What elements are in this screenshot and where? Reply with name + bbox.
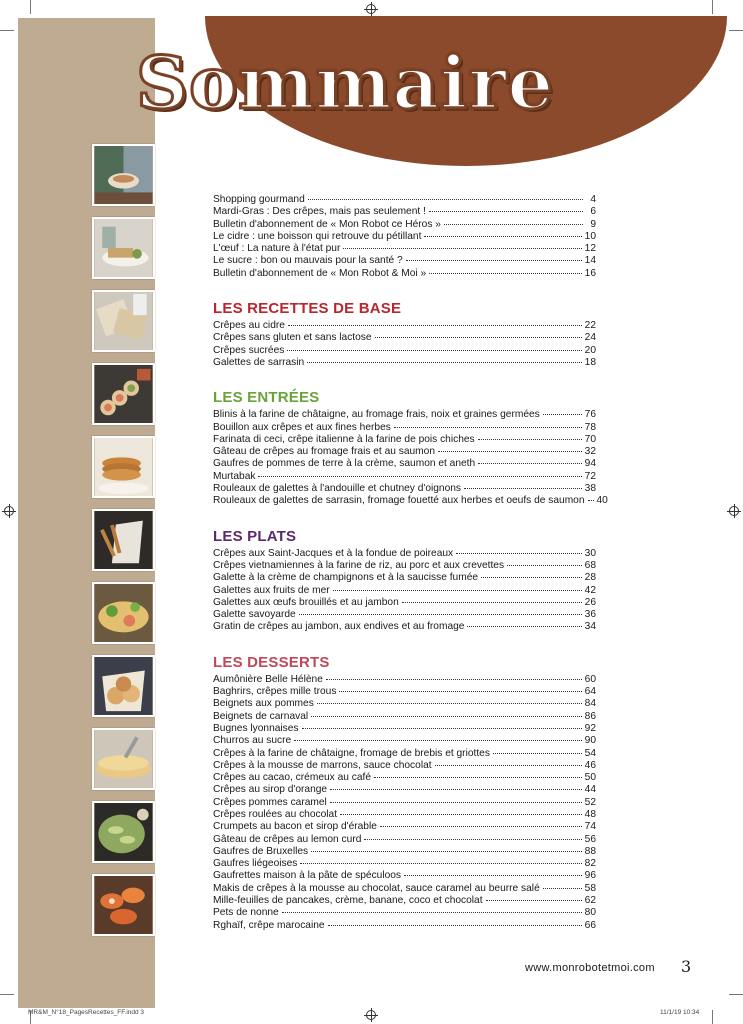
toc-section-plats (213, 528, 596, 634)
section-title-desserts: LES DESSERTS (213, 653, 330, 671)
toc-entry-page: 64 (584, 686, 596, 698)
photo-salmon-rolls (92, 874, 155, 936)
photo-beignets (92, 655, 155, 717)
toc-entry-label: Rouleaux de galettes à l'andouille et chutney d'oignons (213, 483, 462, 495)
crop-mark (30, 0, 31, 14)
toc-entry-page: 6 (590, 206, 596, 218)
toc-entry-page: 4 (590, 194, 596, 205)
toc-entry (213, 560, 596, 572)
toc-entry-label: Aumônière Belle Hélène (213, 673, 323, 685)
toc-entry (213, 597, 596, 609)
toc-entry-label: Beignets aux pommes (213, 698, 314, 710)
dot-leader (302, 728, 582, 729)
toc-entry-page: 22 (584, 320, 596, 332)
toc-entry-page: 80 (584, 907, 596, 919)
crop-mark (712, 1010, 713, 1024)
toc-entry (213, 609, 596, 621)
toc-entry-label: Rouleaux de galettes de sarrasin, fromage fouetté aux herbes et oeufs de saumon (213, 495, 585, 507)
toc-entry (213, 434, 596, 446)
toc-entry-page: 78 (584, 421, 596, 433)
toc-entry-page: 42 (584, 584, 596, 596)
toc-entry-page: 34 (584, 621, 596, 633)
toc-entry-page: 20 (584, 344, 596, 356)
toc-entry-label: Bugnes lyonnaises (213, 722, 299, 734)
toc-entry (213, 458, 596, 470)
toc-entry (213, 345, 596, 357)
dot-leader (543, 888, 582, 889)
toc-entry-label: Blinis à la farine de châtaigne, au fromage frais, noix et graines germées (213, 409, 540, 421)
registration-mark-icon (729, 506, 739, 516)
toc-entry-page: 50 (584, 772, 596, 784)
crop-mark (729, 994, 743, 995)
toc-entry-page: 58 (584, 882, 596, 894)
toc-entry-label: Shopping gourmand (213, 194, 305, 205)
dot-leader (307, 362, 581, 363)
crop-mark (0, 30, 14, 31)
toc-entry-page: 38 (584, 483, 596, 495)
toc-entry (213, 895, 596, 907)
dot-leader (429, 211, 583, 212)
toc-entry (213, 446, 596, 458)
toc-entry-page: 46 (584, 759, 596, 771)
toc-entry-label: Crêpes pommes caramel (213, 796, 327, 808)
toc-entry-label: Galettes de sarrasin (213, 356, 305, 368)
dot-leader (374, 777, 582, 778)
toc-entry-label: Churros au sucre (213, 735, 292, 747)
toc-entry (213, 572, 596, 584)
toc-entry-page: 9 (590, 218, 596, 230)
toc-entry-label: Mille-feuilles de pancakes, crème, banane, coco et chocolat (213, 895, 483, 907)
dot-leader (467, 626, 581, 627)
dot-leader (317, 703, 582, 704)
toc-entry-label: Galettes aux œufs brouillés et au jambon (213, 596, 399, 608)
toc-entry-page: 54 (584, 747, 596, 759)
dot-leader (339, 691, 581, 692)
toc-entry-label: Bouillon aux crêpes et aux fines herbes (213, 421, 391, 433)
toc-entry-label: Crumpets au bacon et sirop d'érable (213, 821, 377, 833)
toc-entry-page: 36 (584, 609, 596, 621)
photo-rolled-galettes (92, 290, 155, 352)
toc-entry-label: Gratin de crêpes au jambon, aux endives et au fromage (213, 621, 465, 633)
toc-entry (213, 834, 596, 846)
toc-entry-page: 32 (584, 446, 596, 458)
toc-entry (213, 821, 596, 833)
toc-entry (213, 870, 596, 882)
toc-entry-page: 48 (584, 808, 596, 820)
dot-leader (424, 236, 581, 237)
toc-entry-page: 94 (584, 458, 596, 470)
toc-entry-page: 66 (584, 919, 596, 931)
toc-entry (213, 883, 596, 895)
toc-entry-page: 72 (584, 470, 596, 482)
toc-entry (213, 674, 596, 686)
toc-entry-label: Baghrirs, crêpes mille trous (213, 686, 337, 698)
dot-leader (493, 753, 582, 754)
dot-leader (438, 451, 582, 452)
toc-entry-label: Crêpes aux Saint-Jacques et à la fondue de poireaux (213, 547, 454, 559)
toc-entry-label: Le sucre : bon ou mauvais pour la santé ? (213, 255, 403, 267)
toc-entry-page: 52 (584, 796, 596, 808)
toc-entry-label: Crêpes sucrées (213, 344, 285, 356)
dot-leader (330, 802, 582, 803)
toc-entry-page: 74 (584, 821, 596, 833)
toc-entry-page: 88 (584, 845, 596, 857)
dot-leader (588, 500, 594, 501)
dot-leader (375, 337, 582, 338)
toc-entry-label: Pets de nonne (213, 907, 279, 919)
toc-entry (213, 206, 596, 218)
toc-entry (213, 621, 596, 633)
toc-entry (213, 846, 596, 858)
section-title-plats: LES PLATS (213, 527, 297, 545)
toc-entry (213, 920, 596, 932)
toc-entry (213, 483, 596, 495)
registration-mark-icon (4, 506, 14, 516)
toc-entry-label: Crêpes au cacao, crémeux au café (213, 772, 371, 784)
toc-entry-label: Crêpes à la farine de châtaigne, fromage de brebis et griottes (213, 747, 490, 759)
toc-section-intro (213, 194, 596, 280)
dot-leader (288, 325, 582, 326)
dot-leader (326, 679, 582, 680)
toc-entry-label: Crêpes roulées au chocolat (213, 808, 338, 820)
toc-entry-page: 92 (584, 722, 596, 734)
toc-entry-label: Murtabak (213, 470, 256, 482)
dot-leader (282, 912, 582, 913)
toc-entry (213, 760, 596, 772)
dot-leader (287, 350, 581, 351)
dot-leader (406, 260, 582, 261)
toc-entry-label: Bulletin d'abonnement de « Mon Robot & Moi » (213, 267, 427, 279)
toc-entry (213, 422, 596, 434)
dot-leader (300, 863, 581, 864)
toc-entry-label: Mardi-Gras : Des crêpes, mais pas seulement ! (213, 206, 426, 218)
toc-entry-label: Le cidre : une boisson qui retrouve du pétillant (213, 230, 422, 242)
toc-entry (213, 784, 596, 796)
dot-leader (478, 463, 581, 464)
toc-entry (213, 548, 596, 560)
toc-entry-label: Crêpes à la mousse de marrons, sauce chocolat (213, 759, 432, 771)
dot-leader (343, 248, 581, 249)
dot-leader (380, 826, 582, 827)
toc-entry-page: 16 (584, 267, 596, 279)
toc-entry-label: Galette à la crème de champignons et à la saucisse fumée (213, 572, 479, 584)
toc-entry-page: 10 (584, 230, 596, 242)
toc-entry-label: Crêpes vietnamiennes à la farine de riz, au porc et aux crevettes (213, 559, 505, 571)
toc-entry (213, 711, 596, 723)
toc-entry-page: 14 (584, 255, 596, 267)
toc-entry-page: 70 (584, 433, 596, 445)
toc-entry-page: 40 (596, 495, 608, 507)
toc-entry-page: 56 (584, 833, 596, 845)
toc-entry-label: Gaufres liégeoises (213, 858, 298, 870)
dot-leader (394, 427, 582, 428)
toc-entry-page: 44 (584, 784, 596, 796)
toc-entry-label: Galettes aux fruits de mer (213, 584, 330, 596)
toc-entry (213, 907, 596, 919)
registration-mark-icon (366, 1010, 376, 1020)
dot-leader (486, 900, 582, 901)
toc-entry-label: Gaufres de Bruxelles (213, 845, 309, 857)
photo-crepe-plate (92, 217, 155, 279)
toc-entry (213, 858, 596, 870)
toc-entry (213, 809, 596, 821)
toc-entry (213, 585, 596, 597)
toc-entry (213, 231, 596, 243)
toc-entry-page: 96 (584, 870, 596, 882)
photo-pancake-stack (92, 436, 155, 498)
toc-entry (213, 409, 596, 421)
toc-entry (213, 495, 608, 507)
dot-leader (404, 875, 582, 876)
toc-entry-label: Gâteau de crêpes au fromage frais et au saumon (213, 446, 435, 458)
toc-section-desserts (213, 654, 596, 932)
toc-entry-label: Crêpes au cidre (213, 320, 285, 332)
toc-entry-page: 86 (584, 710, 596, 722)
dot-leader (507, 565, 582, 566)
toc-entry-label: Rghaïf, crêpe marocaine (213, 919, 325, 931)
toc-section-entrees (213, 389, 608, 507)
toc-section-base (213, 300, 596, 369)
photo-crepe-rolls (92, 363, 155, 425)
dot-leader (333, 590, 582, 591)
crop-mark (712, 0, 713, 14)
photo-crepe-layers (92, 728, 155, 790)
toc-entry-label: Gâteau de crêpes au lemon curd (213, 833, 362, 845)
toc-entry (213, 194, 596, 206)
section-title-base: LES RECETTES DE BASE (213, 300, 402, 318)
dot-leader (435, 765, 582, 766)
photo-vietnamese-crepe (92, 582, 155, 644)
toc-entry-page: 90 (584, 735, 596, 747)
dot-leader (456, 553, 582, 554)
toc-entry-page: 18 (584, 356, 596, 368)
toc-entry-page: 68 (584, 559, 596, 571)
toc-entry (213, 723, 596, 735)
photo-tea-cup (92, 144, 155, 206)
toc-entry-page: 28 (584, 572, 596, 584)
toc-entry-label: Crêpes au sirop d'orange (213, 784, 328, 796)
toc-entry-label: L'œuf : La nature à l'état pur (213, 243, 341, 255)
toc-entry-page: 76 (584, 409, 596, 421)
dot-leader (478, 439, 582, 440)
toc-entry-label: Farinata di ceci, crêpe italienne à la farine de pois chiches (213, 433, 475, 445)
toc-entry (213, 698, 596, 710)
dot-leader (364, 839, 581, 840)
dot-leader (258, 476, 581, 477)
registration-mark-icon (366, 4, 376, 14)
toc-entry-label: Gaufrettes maison à la pâte de spéculoos (213, 870, 402, 882)
table-of-contents (213, 194, 608, 932)
toc-entry-page: 30 (584, 547, 596, 559)
toc-entry-label: Makis de crêpes à la mousse au chocolat, sauce caramel au beurre salé (213, 882, 540, 894)
toc-entry-page: 84 (584, 698, 596, 710)
photo-herb-gratin (92, 801, 155, 863)
toc-entry (213, 772, 596, 784)
toc-entry-label: Bulletin d'abonnement de « Mon Robot ce Héros » (213, 218, 441, 230)
dot-leader (481, 577, 582, 578)
dot-leader (402, 602, 582, 603)
dot-leader (328, 925, 582, 926)
toc-entry-page: 62 (584, 895, 596, 907)
crop-mark (0, 994, 14, 995)
toc-entry-page: 12 (584, 243, 596, 255)
dot-leader (311, 851, 582, 852)
print-slug-file: MR&M_N°18_PagesRecettes_FF.indd 3 (28, 1009, 145, 1016)
toc-entry (213, 255, 596, 267)
toc-entry (213, 471, 596, 483)
dot-leader (543, 414, 582, 415)
dot-leader (294, 740, 582, 741)
toc-entry (213, 735, 596, 747)
toc-entry (213, 219, 596, 231)
crop-mark (729, 30, 743, 31)
photo-churros-bag (92, 509, 155, 571)
toc-entry (213, 686, 596, 698)
dot-leader (311, 716, 582, 717)
page-number: 3 (681, 957, 692, 976)
dot-leader (464, 488, 582, 489)
dot-leader (429, 273, 581, 274)
page-title: Sommaire (136, 40, 555, 125)
toc-entry-page: 26 (584, 596, 596, 608)
toc-entry (213, 243, 596, 255)
toc-entry (213, 320, 596, 332)
toc-entry-page: 24 (584, 332, 596, 344)
section-title-entrees: LES ENTRÉES (213, 389, 320, 407)
dot-leader (308, 199, 583, 200)
dot-leader (444, 224, 583, 225)
print-slug-date: 11/1/19 10:34 (660, 1009, 700, 1016)
website-url: www.monrobotetmoi.com (525, 962, 655, 974)
toc-entry (213, 332, 596, 344)
dot-leader (340, 814, 582, 815)
toc-entry-label: Crêpes sans gluten et sans lactose (213, 332, 372, 344)
toc-entry (213, 748, 596, 760)
toc-entry-label: Galette savoyarde (213, 609, 296, 621)
toc-entry-page: 60 (584, 673, 596, 685)
toc-entry (213, 357, 596, 369)
toc-entry-label: Gaufres de pommes de terre à la crème, saumon et aneth (213, 458, 476, 470)
toc-entry (213, 268, 596, 280)
toc-entry-label: Beignets de carnaval (213, 710, 309, 722)
dot-leader (330, 789, 582, 790)
toc-entry (213, 797, 596, 809)
dot-leader (299, 614, 582, 615)
toc-entry-page: 82 (584, 858, 596, 870)
